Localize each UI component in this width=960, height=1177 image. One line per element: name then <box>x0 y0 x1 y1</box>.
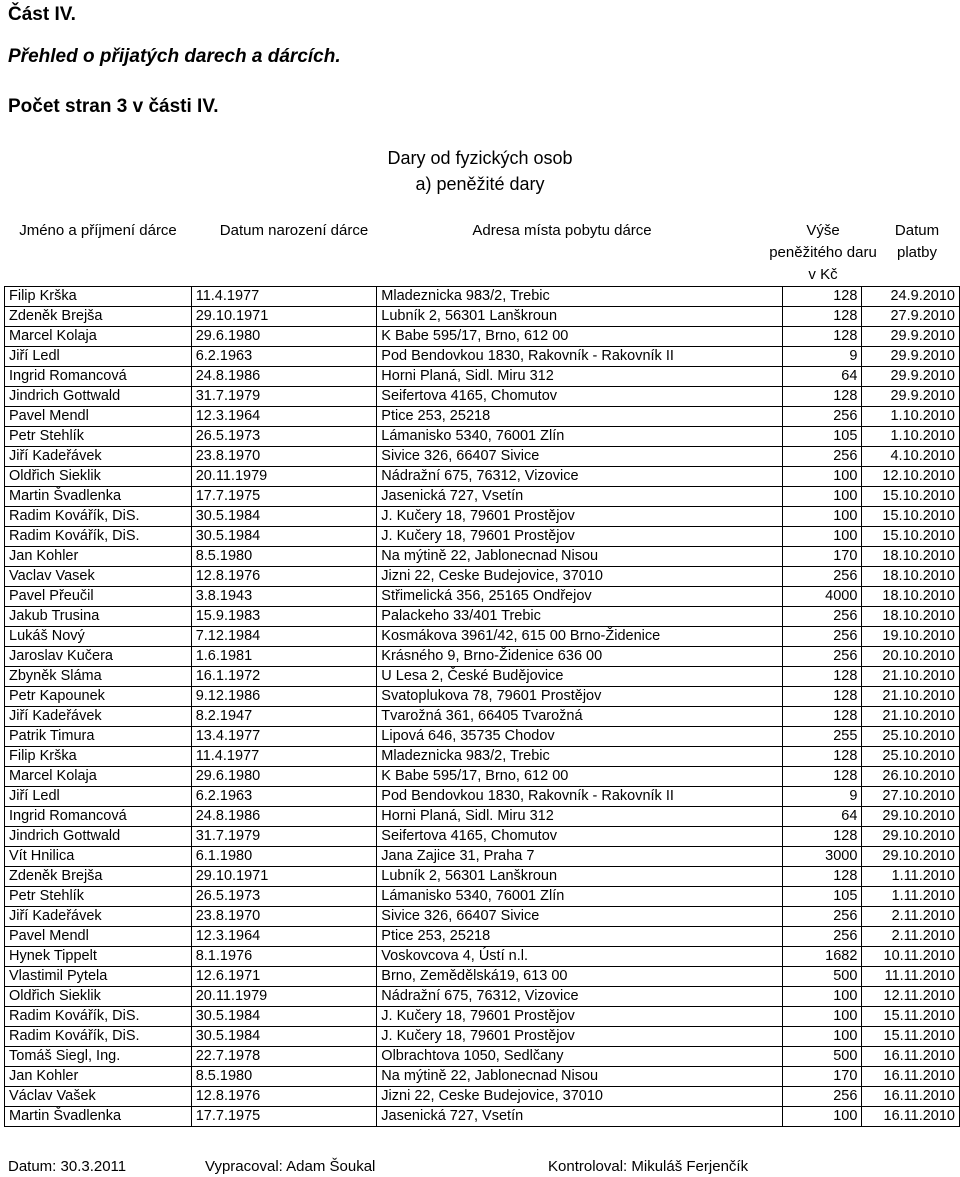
cell-birth-date: 8.1.1976 <box>191 947 377 967</box>
cell-payment-date: 26.10.2010 <box>862 767 960 787</box>
table-row <box>5 507 960 527</box>
table-row <box>5 1087 960 1107</box>
cell-payment-date: 29.10.2010 <box>862 847 960 867</box>
cell-name: Jakub Trusina <box>5 607 192 627</box>
cell-birth-date: 23.8.1970 <box>191 907 377 927</box>
cell-address: J. Kučery 18, 79601 Prostějov <box>377 1007 783 1027</box>
cell-birth-date: 20.11.1979 <box>191 467 377 487</box>
cell-name: Jindrich Gottwald <box>5 827 192 847</box>
cell-name: Tomáš Siegl, Ing. <box>5 1047 192 1067</box>
cell-address: Pod Bendovkou 1830, Rakovník - Rakovník II <box>377 787 783 807</box>
cell-address: Kosmákova 3961/42, 615 00 Brno-Židenice <box>377 627 783 647</box>
cell-address: Nádražní 675, 76312, Vizovice <box>377 467 783 487</box>
cell-name: Ingrid Romancová <box>5 367 192 387</box>
cell-payment-date: 15.10.2010 <box>862 507 960 527</box>
table-row <box>5 387 960 407</box>
table-row <box>5 687 960 707</box>
table-row <box>5 1107 960 1127</box>
cell-amount: 100 <box>782 507 862 527</box>
cell-name: Oldřich Sieklik <box>5 987 192 1007</box>
cell-name: Oldřich Sieklik <box>5 467 192 487</box>
cell-address: Sivice 326, 66407 Sivice <box>377 907 783 927</box>
cell-address: Sivice 326, 66407 Sivice <box>377 447 783 467</box>
cell-amount: 128 <box>782 327 862 347</box>
cell-amount: 128 <box>782 687 862 707</box>
cell-address: Na mýtině 22, Jablonecnad Nisou <box>377 547 783 567</box>
cell-birth-date: 12.6.1971 <box>191 967 377 987</box>
cell-payment-date: 1.10.2010 <box>862 427 960 447</box>
cell-amount: 9 <box>782 787 862 807</box>
cell-birth-date: 26.5.1973 <box>191 887 377 907</box>
cell-name: Radim Kovářík, DiS. <box>5 527 192 547</box>
cell-address: Ptice 253, 25218 <box>377 407 783 427</box>
cell-address: Seifertova 4165, Chomutov <box>377 827 783 847</box>
cell-address: Voskovcova 4, Ústí n.l. <box>377 947 783 967</box>
table-row <box>5 287 960 307</box>
cell-name: Patrik Timura <box>5 727 192 747</box>
cell-payment-date: 18.10.2010 <box>862 567 960 587</box>
cell-birth-date: 8.5.1980 <box>191 547 377 567</box>
cell-amount: 128 <box>782 667 862 687</box>
cell-amount: 105 <box>782 427 862 447</box>
cell-address: Jana Zajice 31, Praha 7 <box>377 847 783 867</box>
cell-address: Mladeznicka 983/2, Trebic <box>377 287 783 307</box>
table-row <box>5 747 960 767</box>
cell-address: Seifertova 4165, Chomutov <box>377 387 783 407</box>
cell-name: Petr Stehlík <box>5 427 192 447</box>
cell-birth-date: 29.10.1971 <box>191 307 377 327</box>
table-row <box>5 807 960 827</box>
cell-payment-date: 29.10.2010 <box>862 827 960 847</box>
cell-birth-date: 8.2.1947 <box>191 707 377 727</box>
cell-amount: 256 <box>782 647 862 667</box>
cell-birth-date: 12.8.1976 <box>191 567 377 587</box>
cell-payment-date: 21.10.2010 <box>862 707 960 727</box>
cell-payment-date: 18.10.2010 <box>862 607 960 627</box>
cell-payment-date: 27.9.2010 <box>862 307 960 327</box>
cell-name: Petr Kapounek <box>5 687 192 707</box>
cell-name: Martin Švadlenka <box>5 1107 192 1127</box>
cell-address: Jizni 22, Ceske Budejovice, 37010 <box>377 567 783 587</box>
footer-prepared-by: Vypracoval: Adam Šoukal <box>205 1158 376 1175</box>
cell-amount: 256 <box>782 407 862 427</box>
table-row <box>5 587 960 607</box>
cell-name: Vaclav Vasek <box>5 567 192 587</box>
cell-payment-date: 29.9.2010 <box>862 367 960 387</box>
cell-amount: 128 <box>782 867 862 887</box>
cell-name: Martin Švadlenka <box>5 487 192 507</box>
cell-birth-date: 1.6.1981 <box>191 647 377 667</box>
cell-payment-date: 24.9.2010 <box>862 287 960 307</box>
cell-payment-date: 16.11.2010 <box>862 1107 960 1127</box>
cell-payment-date: 25.10.2010 <box>862 727 960 747</box>
cell-payment-date: 19.10.2010 <box>862 627 960 647</box>
table-row <box>5 1047 960 1067</box>
table-row <box>5 407 960 427</box>
table-row <box>5 567 960 587</box>
table-row <box>5 547 960 567</box>
cell-amount: 128 <box>782 287 862 307</box>
cell-amount: 256 <box>782 447 862 467</box>
cell-address: Svatoplukova 78, 79601 Prostějov <box>377 687 783 707</box>
cell-address: Jasenická 727, Vsetín <box>377 487 783 507</box>
cell-name: Radim Kovářík, DiS. <box>5 1007 192 1027</box>
table-row <box>5 427 960 447</box>
cell-name: Jiří Kadeřávek <box>5 707 192 727</box>
table-row <box>5 987 960 1007</box>
cell-name: Jiří Ledl <box>5 347 192 367</box>
cell-name: Zdeněk Brejša <box>5 307 192 327</box>
table-row <box>5 327 960 347</box>
cell-name: Lukáš Nový <box>5 627 192 647</box>
cell-name: Václav Vašek <box>5 1087 192 1107</box>
table-row <box>5 967 960 987</box>
cell-birth-date: 24.8.1986 <box>191 367 377 387</box>
donations-table <box>4 286 960 1127</box>
cell-payment-date: 1.11.2010 <box>862 887 960 907</box>
cell-payment-date: 27.10.2010 <box>862 787 960 807</box>
cell-amount: 256 <box>782 907 862 927</box>
cell-address: U Lesa 2, České Budějovice <box>377 667 783 687</box>
cell-name: Vlastimil Pytela <box>5 967 192 987</box>
cell-amount: 128 <box>782 307 862 327</box>
cell-name: Jiří Kadeřávek <box>5 447 192 467</box>
cell-address: Lámanisko 5340, 76001 Zlín <box>377 887 783 907</box>
cell-address: Horni Planá, Sidl. Miru 312 <box>377 367 783 387</box>
cell-address: Lubník 2, 56301 Lanškroun <box>377 867 783 887</box>
cell-name: Jiří Kadeřávek <box>5 907 192 927</box>
cell-birth-date: 12.8.1976 <box>191 1087 377 1107</box>
cell-payment-date: 2.11.2010 <box>862 927 960 947</box>
cell-address: Horni Planá, Sidl. Miru 312 <box>377 807 783 827</box>
cell-amount: 128 <box>782 707 862 727</box>
cell-name: Zdeněk Brejša <box>5 867 192 887</box>
table-row <box>5 1067 960 1087</box>
cell-birth-date: 8.5.1980 <box>191 1067 377 1087</box>
cell-birth-date: 6.2.1963 <box>191 787 377 807</box>
cell-payment-date: 2.11.2010 <box>862 907 960 927</box>
footer-date: Datum: 30.3.2011 <box>8 1158 127 1175</box>
cell-amount: 128 <box>782 387 862 407</box>
cell-birth-date: 29.6.1980 <box>191 767 377 787</box>
cell-amount: 500 <box>782 1047 862 1067</box>
cell-address: J. Kučery 18, 79601 Prostějov <box>377 527 783 547</box>
table-row <box>5 447 960 467</box>
cell-address: Palackeho 33/401 Trebic <box>377 607 783 627</box>
cell-birth-date: 11.4.1977 <box>191 747 377 767</box>
cell-address: Brno, Zemědělská19, 613 00 <box>377 967 783 987</box>
cell-birth-date: 30.5.1984 <box>191 1007 377 1027</box>
cell-payment-date: 20.10.2010 <box>862 647 960 667</box>
cell-name: Jan Kohler <box>5 547 192 567</box>
cell-amount: 170 <box>782 547 862 567</box>
cell-payment-date: 15.10.2010 <box>862 487 960 507</box>
table-row <box>5 467 960 487</box>
column-header-name: Jméno a příjmení dárce <box>19 222 177 239</box>
cell-payment-date: 1.11.2010 <box>862 867 960 887</box>
cell-payment-date: 18.10.2010 <box>862 587 960 607</box>
cell-name: Pavel Mendl <box>5 407 192 427</box>
cell-amount: 64 <box>782 807 862 827</box>
table-row <box>5 787 960 807</box>
cell-address: Krásného 9, Brno-Židenice 636 00 <box>377 647 783 667</box>
cell-address: K Babe 595/17, Brno, 612 00 <box>377 767 783 787</box>
table-row <box>5 767 960 787</box>
cell-payment-date: 10.11.2010 <box>862 947 960 967</box>
column-header-payment-date: Datum platby <box>894 222 940 261</box>
part-heading: Část IV. <box>8 4 76 25</box>
table-row <box>5 907 960 927</box>
cell-birth-date: 24.8.1986 <box>191 807 377 827</box>
cell-amount: 256 <box>782 1087 862 1107</box>
cell-address: Jasenická 727, Vsetín <box>377 1107 783 1127</box>
cell-address: Pod Bendovkou 1830, Rakovník - Rakovník II <box>377 347 783 367</box>
table-row <box>5 667 960 687</box>
cell-name: Hynek Tippelt <box>5 947 192 967</box>
cell-amount: 100 <box>782 1027 862 1047</box>
table-row <box>5 347 960 367</box>
cell-birth-date: 31.7.1979 <box>191 827 377 847</box>
cell-amount: 100 <box>782 987 862 1007</box>
cell-address: Jizni 22, Ceske Budejovice, 37010 <box>377 1087 783 1107</box>
table-row <box>5 947 960 967</box>
cell-address: Olbrachtova 1050, Sedlčany <box>377 1047 783 1067</box>
table-row <box>5 1027 960 1047</box>
cell-payment-date: 18.10.2010 <box>862 547 960 567</box>
table-row <box>5 867 960 887</box>
cell-address: Lámanisko 5340, 76001 Zlín <box>377 427 783 447</box>
cell-birth-date: 12.3.1964 <box>191 927 377 947</box>
cell-amount: 128 <box>782 767 862 787</box>
cell-birth-date: 22.7.1978 <box>191 1047 377 1067</box>
cell-birth-date: 16.1.1972 <box>191 667 377 687</box>
cell-birth-date: 20.11.1979 <box>191 987 377 1007</box>
cell-payment-date: 15.11.2010 <box>862 1027 960 1047</box>
cell-birth-date: 15.9.1983 <box>191 607 377 627</box>
cell-payment-date: 11.11.2010 <box>862 967 960 987</box>
cell-address: Na mýtině 22, Jablonecnad Nisou <box>377 1067 783 1087</box>
cell-amount: 170 <box>782 1067 862 1087</box>
cell-birth-date: 17.7.1975 <box>191 487 377 507</box>
cell-amount: 255 <box>782 727 862 747</box>
table-row <box>5 307 960 327</box>
cell-payment-date: 29.9.2010 <box>862 327 960 347</box>
table-row <box>5 927 960 947</box>
table-row <box>5 607 960 627</box>
cell-birth-date: 7.12.1984 <box>191 627 377 647</box>
cell-birth-date: 13.4.1977 <box>191 727 377 747</box>
page-count-heading: Počet stran 3 v části IV. <box>8 96 219 117</box>
cell-amount: 105 <box>782 887 862 907</box>
overview-heading: Přehled o přijatých darech a dárcích. <box>8 46 341 67</box>
column-header-amount: Výše peněžitého daru v Kč <box>769 222 877 283</box>
cell-amount: 9 <box>782 347 862 367</box>
cell-address: Mladeznicka 983/2, Trebic <box>377 747 783 767</box>
cell-birth-date: 26.5.1973 <box>191 427 377 447</box>
cell-name: Pavel Přeučil <box>5 587 192 607</box>
cell-payment-date: 12.11.2010 <box>862 987 960 1007</box>
cell-birth-date: 31.7.1979 <box>191 387 377 407</box>
cell-payment-date: 16.11.2010 <box>862 1047 960 1067</box>
cell-payment-date: 29.10.2010 <box>862 807 960 827</box>
cell-amount: 100 <box>782 467 862 487</box>
cell-name: Marcel Kolaja <box>5 327 192 347</box>
cell-amount: 128 <box>782 827 862 847</box>
table-row <box>5 647 960 667</box>
cell-name: Zbyněk Sláma <box>5 667 192 687</box>
cell-name: Jan Kohler <box>5 1067 192 1087</box>
cell-birth-date: 29.10.1971 <box>191 867 377 887</box>
cell-payment-date: 29.9.2010 <box>862 347 960 367</box>
cell-payment-date: 16.11.2010 <box>862 1067 960 1087</box>
cell-birth-date: 6.1.1980 <box>191 847 377 867</box>
cell-birth-date: 30.5.1984 <box>191 1027 377 1047</box>
cell-name: Marcel Kolaja <box>5 767 192 787</box>
cell-amount: 4000 <box>782 587 862 607</box>
table-row <box>5 627 960 647</box>
table-row <box>5 727 960 747</box>
column-header-address: Adresa místa pobytu dárce <box>472 222 652 239</box>
cell-payment-date: 12.10.2010 <box>862 467 960 487</box>
cell-amount: 128 <box>782 747 862 767</box>
cell-amount: 100 <box>782 1007 862 1027</box>
cell-birth-date: 29.6.1980 <box>191 327 377 347</box>
cell-payment-date: 1.10.2010 <box>862 407 960 427</box>
cell-birth-date: 3.8.1943 <box>191 587 377 607</box>
footer-checked-by: Kontroloval: Mikuláš Ferjenčík <box>548 1158 749 1175</box>
table-row <box>5 527 960 547</box>
table-row <box>5 1007 960 1027</box>
cell-amount: 256 <box>782 607 862 627</box>
cell-name: Filip Krška <box>5 747 192 767</box>
table-subtitle: a) peněžité dary <box>415 174 545 194</box>
table-row <box>5 487 960 507</box>
cell-address: Nádražní 675, 76312, Vizovice <box>377 987 783 1007</box>
cell-birth-date: 30.5.1984 <box>191 527 377 547</box>
cell-name: Filip Krška <box>5 287 192 307</box>
cell-name: Pavel Mendl <box>5 927 192 947</box>
cell-payment-date: 16.11.2010 <box>862 1087 960 1107</box>
cell-name: Vít Hnilica <box>5 847 192 867</box>
cell-birth-date: 30.5.1984 <box>191 507 377 527</box>
cell-birth-date: 6.2.1963 <box>191 347 377 367</box>
cell-amount: 100 <box>782 527 862 547</box>
cell-name: Jiří Ledl <box>5 787 192 807</box>
cell-payment-date: 29.9.2010 <box>862 387 960 407</box>
cell-name: Ingrid Romancová <box>5 807 192 827</box>
table-row <box>5 367 960 387</box>
cell-address: J. Kučery 18, 79601 Prostějov <box>377 1027 783 1047</box>
table-row <box>5 847 960 867</box>
cell-birth-date: 9.12.1986 <box>191 687 377 707</box>
table-row <box>5 827 960 847</box>
cell-address: Lubník 2, 56301 Lanškroun <box>377 307 783 327</box>
cell-name: Petr Stehlík <box>5 887 192 907</box>
cell-payment-date: 21.10.2010 <box>862 687 960 707</box>
cell-birth-date: 12.3.1964 <box>191 407 377 427</box>
cell-name: Jindrich Gottwald <box>5 387 192 407</box>
cell-name: Jaroslav Kučera <box>5 647 192 667</box>
cell-payment-date: 15.11.2010 <box>862 1007 960 1027</box>
cell-amount: 256 <box>782 927 862 947</box>
cell-payment-date: 21.10.2010 <box>862 667 960 687</box>
cell-payment-date: 15.10.2010 <box>862 527 960 547</box>
cell-address: J. Kučery 18, 79601 Prostějov <box>377 507 783 527</box>
cell-amount: 3000 <box>782 847 862 867</box>
column-header-birth-date: Datum narození dárce <box>219 222 369 239</box>
cell-amount: 1682 <box>782 947 862 967</box>
cell-birth-date: 23.8.1970 <box>191 447 377 467</box>
cell-name: Radim Kovářík, DiS. <box>5 507 192 527</box>
cell-amount: 256 <box>782 627 862 647</box>
cell-amount: 500 <box>782 967 862 987</box>
cell-amount: 256 <box>782 567 862 587</box>
table-title: Dary od fyzických osob <box>387 148 573 168</box>
cell-address: Střimelická 356, 25165 Ondřejov <box>377 587 783 607</box>
cell-address: Tvarožná 361, 66405 Tvarožná <box>377 707 783 727</box>
cell-amount: 64 <box>782 367 862 387</box>
cell-birth-date: 17.7.1975 <box>191 1107 377 1127</box>
cell-payment-date: 4.10.2010 <box>862 447 960 467</box>
cell-amount: 100 <box>782 487 862 507</box>
cell-name: Radim Kovářík, DiS. <box>5 1027 192 1047</box>
cell-address: Lipová 646, 35735 Chodov <box>377 727 783 747</box>
cell-amount: 100 <box>782 1107 862 1127</box>
table-row <box>5 887 960 907</box>
cell-payment-date: 25.10.2010 <box>862 747 960 767</box>
cell-address: Ptice 253, 25218 <box>377 927 783 947</box>
cell-birth-date: 11.4.1977 <box>191 287 377 307</box>
cell-address: K Babe 595/17, Brno, 612 00 <box>377 327 783 347</box>
table-row <box>5 707 960 727</box>
